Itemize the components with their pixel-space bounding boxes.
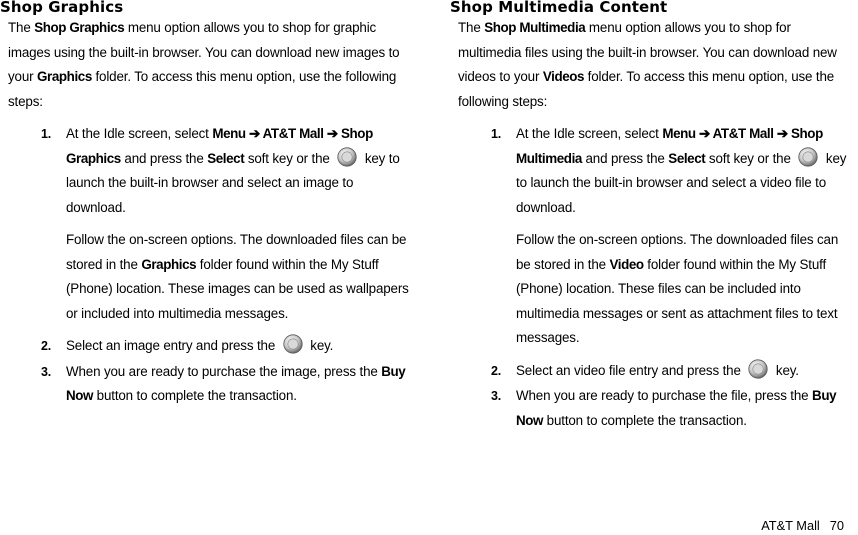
menu-term: Shop Graphics [34, 20, 125, 35]
ok-key-icon [748, 359, 768, 379]
step-1-note [458, 228, 854, 351]
text: folder. To access this menu option, use the following steps: [458, 69, 835, 109]
text: When you are ready to purchase the image, press the [66, 363, 382, 379]
folder-term: Graphics [37, 69, 92, 84]
step-number: 1. [41, 127, 52, 141]
step-2 [458, 359, 854, 384]
menu-term: AT&T Mall [262, 126, 324, 141]
menu-term: AT&T Mall [712, 126, 774, 141]
footer-section-name: AT&T Mall [761, 518, 820, 533]
text: At the Idle screen, select [516, 126, 663, 141]
menu-term: Shop Multimedia [484, 20, 586, 35]
section-title-shop-multimedia: Shop Multimedia Content [450, 0, 668, 16]
arrow-icon: ➔ [773, 126, 791, 141]
text: folder. To access this menu option, use the following steps: [8, 69, 397, 109]
arrow-icon: ➔ [245, 126, 263, 141]
text: menu option allows you to shop for multimedia files using the built-in browser. You can download new videos to your [458, 20, 837, 84]
text: key to launch the built-in browser and select a video file to download. [516, 150, 847, 215]
page-number: 70 [829, 518, 844, 533]
intro-paragraph [458, 16, 854, 114]
step-2 [8, 334, 416, 359]
text: soft key or the [705, 150, 795, 166]
step-number: 3. [41, 364, 52, 379]
step-number: 2. [41, 339, 52, 353]
step-3 [458, 384, 854, 433]
text: At the Idle screen, select [66, 126, 213, 141]
step-number: 2. [491, 363, 502, 378]
softkey-term: Select [668, 150, 706, 166]
arrow-icon: ➔ [323, 126, 341, 141]
softkey-term: Select [207, 150, 245, 166]
step-number: 3. [491, 389, 502, 403]
page-footer [761, 519, 844, 533]
menu-term: Shop Graphics [66, 126, 373, 166]
step-number: 1. [491, 127, 502, 141]
menu-term: Shop Multimedia [516, 126, 823, 166]
left-body [8, 16, 416, 409]
text: folder found within the My Stuff (Phone) location. These images can be used as wallpapers or included into multimedia messages. [66, 256, 409, 321]
text: folder found within the My Stuff (Phone) location. These files can be included into multimedia messages or sent as attachment files to text messages. [516, 256, 838, 345]
text: Select an image entry and press the [66, 338, 279, 353]
right-column [450, 0, 858, 428]
text: The [458, 20, 485, 35]
button-term: Buy Now [66, 363, 406, 403]
text: key to launch the built-in browser and select an image to download. [66, 150, 400, 215]
text: soft key or the [244, 150, 334, 166]
text: key. [306, 338, 334, 353]
text: menu option allows you to shop for graphic images using the built-in browser. You can download new images to your [8, 20, 400, 84]
folder-term: Video [609, 256, 644, 272]
section-title-shop-graphics: Shop Graphics [0, 0, 124, 16]
step-3 [8, 360, 416, 409]
arrow-icon: ➔ [695, 126, 713, 141]
text: The [8, 20, 35, 35]
right-body [458, 16, 854, 433]
text: and press the [120, 150, 208, 166]
step-1 [458, 122, 854, 220]
step-1-note [8, 228, 416, 326]
text: Select an video file entry and press the [516, 362, 745, 378]
text: Follow the on-screen options. The downloaded files can be stored in the [516, 232, 839, 272]
button-term: Buy Now [516, 388, 837, 428]
text: button to complete the transaction. [93, 388, 297, 403]
ok-key-icon [798, 147, 818, 167]
folder-term: Videos [542, 69, 585, 84]
folder-term: Graphics [141, 256, 197, 272]
text: button to complete the transaction. [543, 412, 747, 428]
text: Follow the on-screen options. The downloaded files can be stored in the [66, 232, 407, 272]
text: key. [772, 362, 799, 378]
ok-key-icon [283, 334, 303, 354]
text: When you are ready to purchase the file, press the [516, 388, 813, 403]
step-1 [8, 122, 416, 220]
intro-paragraph [8, 16, 416, 114]
left-column [0, 0, 420, 403]
ok-key-icon [337, 147, 357, 167]
text: and press the [581, 150, 669, 166]
menu-term: Menu [662, 126, 696, 141]
menu-term: Menu [212, 126, 246, 141]
